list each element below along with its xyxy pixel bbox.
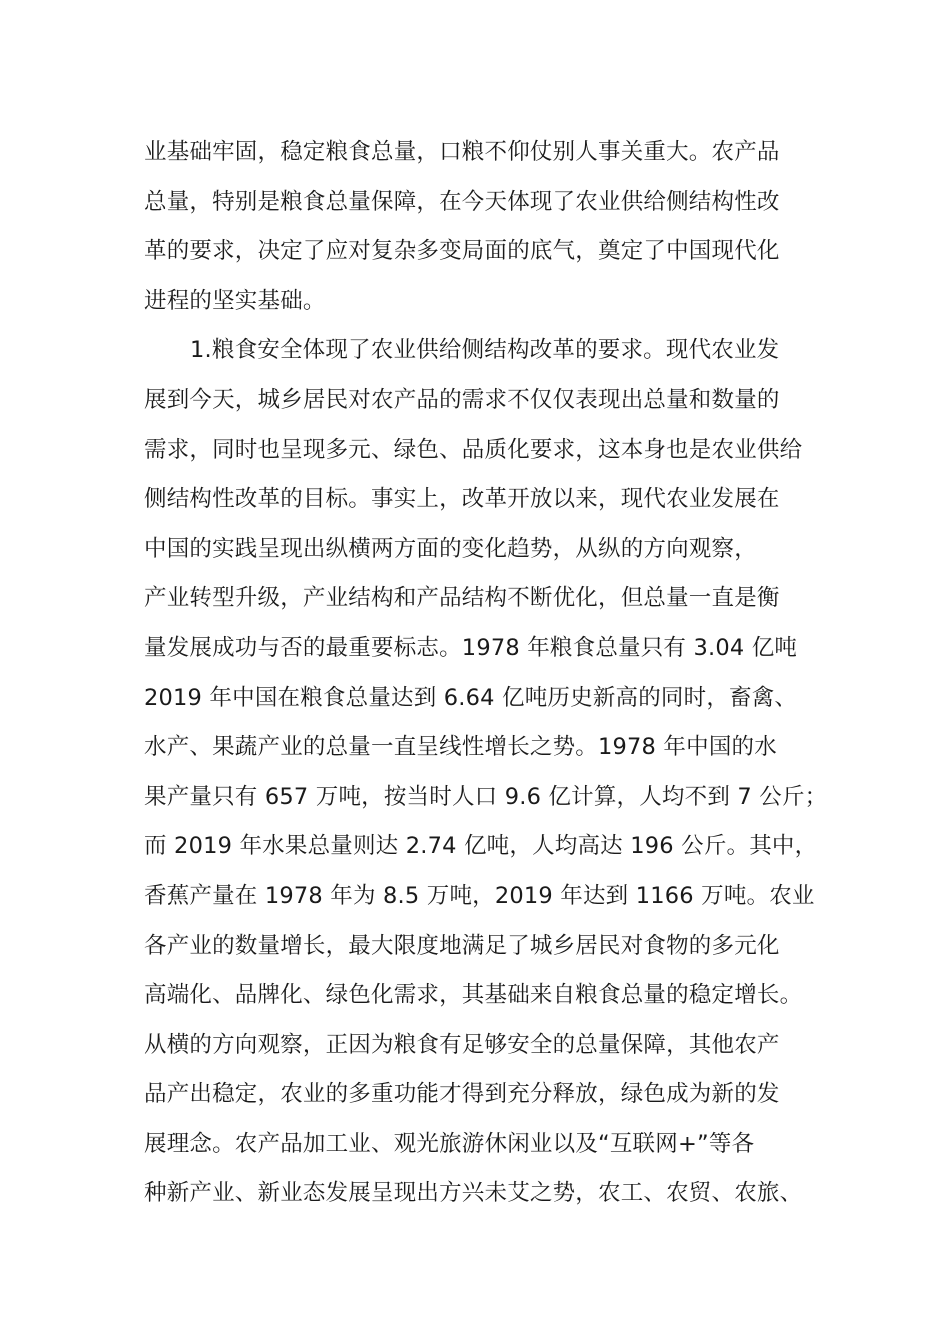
text-line: 各产业的数量增长，最大限度地满足了城乡居民对食物的多元化 <box>144 932 780 959</box>
text-line: 业基础牢固，稳定粮食总量，口粮不仰仗别人事关重大。农产品 <box>144 139 780 165</box>
text-line: 从横的方向观察，正因为粮食有足够安全的总量保障，其他农产 <box>144 1031 780 1058</box>
text-line: 种新产业、新业态发展呈现出方兴未艾之势，农工、农贸、农旅、 <box>144 1180 803 1207</box>
text-line: 产业转型升级，产业结构和产品结构不断优化，但总量一直是衡 <box>144 585 780 612</box>
text-line: 展理念。农产品加工业、观光旅游休闲业以及“互联网+”等各 <box>144 1130 755 1157</box>
text-line: 总量，特别是粮食总量保障，在今天体现了农业供给侧结构性改 <box>144 188 780 215</box>
text-line: 2019 年中国在粮食总量达到 6.64 亿吨历史新高的同时，畜禽、 <box>144 684 798 711</box>
text-line: 品产出稳定，农业的多重功能才得到充分释放，绿色成为新的发 <box>144 1081 780 1108</box>
text-line: 革的要求，决定了应对复杂多变局面的底气，奠定了中国现代化 <box>144 238 780 265</box>
paragraph-start-line: 1.粮食安全体现了农业供给侧结构改革的要求。现代农业发 <box>190 337 780 364</box>
text-line: 果产量只有 657 万吨，按当时人口 9.6 亿计算，人均不到 7 公斤； <box>144 783 828 810</box>
text-line: 进程的坚实基础。 <box>144 287 326 314</box>
text-line: 展到今天，城乡居民对农产品的需求不仅仅表现出总量和数量的 <box>144 386 780 413</box>
text-line: 而 2019 年水果总量则达 2.74 亿吨，人均高达 196 公斤。其中， <box>144 833 818 860</box>
text-line: 高端化、品牌化、绿色化需求，其基础来自粮食总量的稳定增长。 <box>144 982 803 1009</box>
text-line: 水产、果蔬产业的总量一直呈线性增长之势。1978 年中国的水 <box>144 734 777 761</box>
body-text <box>144 128 828 1219</box>
text-line: 量发展成功与否的最重要标志。1978 年粮食总量只有 3.04 亿吨 <box>144 634 798 661</box>
text-line: 香蕉产量在 1978 年为 8.5 万吨，2019 年达到 1166 万吨。农业 <box>144 882 815 909</box>
text-line: 侧结构性改革的目标。事实上，改革开放以来，现代农业发展在 <box>144 486 780 513</box>
text-line: 中国的实践呈现出纵横两方面的变化趋势，从纵的方向观察， <box>144 535 757 562</box>
text-line: 需求，同时也呈现多元、绿色、品质化要求，这本身也是农业供给 <box>144 436 803 463</box>
